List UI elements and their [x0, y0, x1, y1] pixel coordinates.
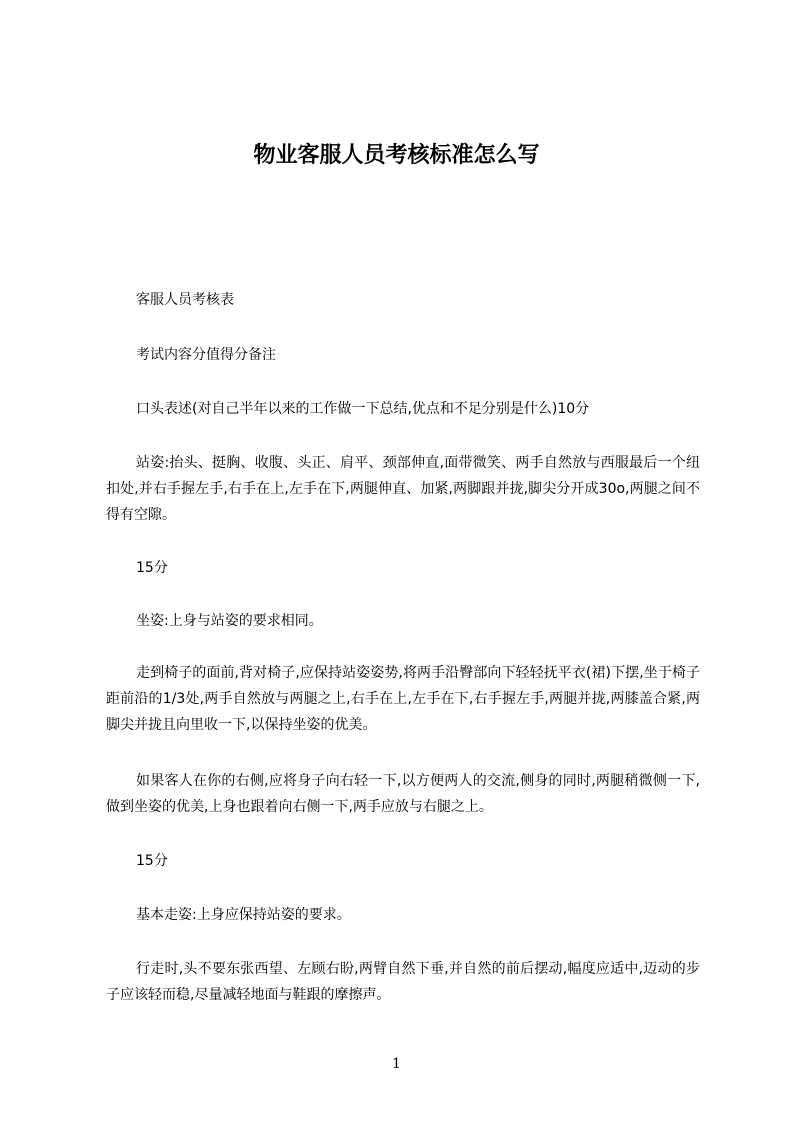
paragraph-oral-statement: 口头表述(对自己半年以来的工作做一下总结,优点和不足分别是什么)10分 [136, 401, 590, 417]
paragraph-walking-posture: 基本走姿:上身应保持站姿的要求。 [136, 907, 351, 923]
page-number: 1 [392, 1056, 401, 1072]
document-title: 物业客服人员考核标准怎么写 [253, 143, 540, 168]
paragraph-sitting-posture: 坐姿:上身与站姿的要求相同。 [136, 613, 323, 629]
paragraph-table-title: 客服人员考核表 [136, 292, 234, 308]
paragraph-sitting-detail: 走到椅子的面前,背对椅子,应保持站姿姿势,将两手沿臀部向下轻轻抚平衣(裙)下摆,坐于椅子距前沿的1/3处,两手自然放与两腿之上,右手在上,左手在下,右手握左手,两腿并拢,两膝盖合紧,两脚尖并拢且向里收一下,以保持坐姿的优美。 [106, 665, 700, 733]
paragraph-guest-right-side: 如果客人在你的右侧,应将身子向右轻一下,以方便两人的交流,侧身的同时,两腿稍微侧一下,做到坐姿的优美,上身也跟着向右侧一下,两手应放与右腿之上。 [106, 773, 700, 815]
paragraph-table-header: 考试内容分值得分备注 [136, 347, 276, 363]
paragraph-score-15-a: 15分 [136, 560, 168, 576]
paragraph-standing-posture: 站姿:抬头、挺胸、收腹、头正、肩平、颈部伸直,面带微笑、两手自然放与西服最后一个纽扣处,并右手握左手,右手在上,左手在下,两腿伸直、加紧,两脚跟并拢,脚尖分开成30o,两腿之间不得有空隙。 [106, 455, 700, 523]
paragraph-walking-detail: 行走时,头不要东张西望、左顾右盼,两臂自然下垂,并自然的前后摆动,幅度应适中,迈动的步子应该轻而稳,尽量减轻地面与鞋跟的摩擦声。 [106, 961, 700, 1003]
paragraph-score-15-b: 15分 [136, 853, 168, 869]
